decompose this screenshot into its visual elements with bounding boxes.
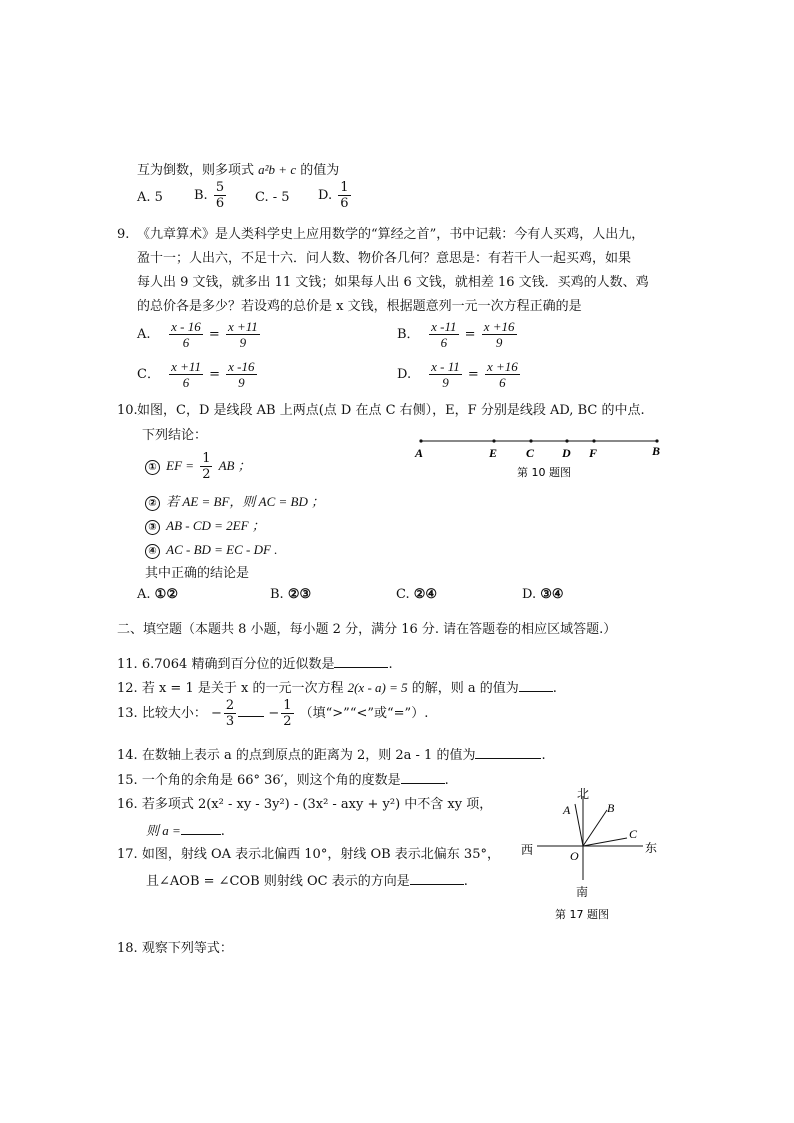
point-d-dot	[565, 439, 568, 442]
q17-direction-figure	[515, 782, 665, 922]
point-b-dot	[655, 439, 658, 442]
circled-three: ③	[145, 520, 160, 535]
point-c-dot	[529, 439, 532, 442]
q8-expression: a²b + c	[258, 162, 297, 177]
q8-option-d-fraction: $\frac{1}{6}$	[340, 180, 349, 211]
q10-line-1: 如图，C，D 是线段 AB 上两点(点 D 在点 C 右侧），E，F 分别是线段 AD, BC 的中点.	[137, 403, 645, 418]
q17-figure-caption: 第 17 题图	[555, 908, 609, 921]
point-d-label: D	[562, 446, 571, 460]
q11: 11. 6.7064 精确到百分位的近似数是 .	[117, 657, 393, 672]
q10-option-a[interactable]: A. ①②	[137, 587, 178, 602]
point-a-dot	[419, 439, 422, 442]
q10-claim-4: ④ AC - BD = EC - DF .	[145, 542, 277, 559]
q10-option-b[interactable]: B. ②③	[270, 587, 312, 602]
q8-continuation: 互为倒数，则多项式 a²b + c 的值为	[137, 162, 340, 178]
q16-answer-blank[interactable]	[181, 822, 221, 835]
q8-option-b[interactable]: B. $\frac{5}{6}$	[194, 180, 225, 211]
q17-line-2: 且∠AOB = ∠COB 则射线 OC 表示的方向是 .	[146, 874, 468, 889]
q10-line-2: 下列结论：	[142, 428, 208, 443]
q14-answer-blank[interactable]	[475, 746, 541, 759]
east-label: 东	[645, 841, 658, 855]
q15-answer-blank[interactable]	[401, 771, 445, 784]
q11-answer-blank[interactable]	[334, 655, 388, 668]
q10-claim-2: ② 若 AE = BF，则 AC = BD ；	[145, 494, 324, 511]
q8-option-a[interactable]: A. 5	[137, 190, 163, 205]
point-c-label: C	[526, 446, 535, 460]
q14: 14. 在数轴上表示 a 的点到原点的距离为 2，则 2a - 1 的值为 .	[117, 748, 546, 763]
q9-option-a[interactable]: A. $\frac{x - 16}{6}$ = $\frac{x +11}{9}$	[137, 319, 258, 350]
q9-line-1: 《九章算术》是人类科学史上应用数学的“算经之首”，书中记载：今有人买鸡，人出九，	[137, 227, 645, 242]
point-f-label: F	[589, 446, 598, 460]
south-label: 南	[576, 885, 589, 899]
q17-answer-blank[interactable]	[410, 872, 464, 885]
circled-four: ④	[145, 544, 160, 559]
q16: 16. 若多项式 2(x² - xy - 3y²) - (3x² - axy + y²) 中不含 xy 项，	[117, 797, 493, 812]
q12-answer-blank[interactable]	[519, 679, 553, 692]
point-e-label: E	[489, 446, 498, 460]
circled-two: ②	[145, 496, 160, 511]
q9-line-2: 盈十一；人出六，不足十六．问人数、物价各几何？意思是：有若干人一起买鸡，如果	[137, 251, 632, 266]
q10-option-d[interactable]: D. ③④	[522, 587, 564, 602]
q9-option-d[interactable]: D. $\frac{x - 11}{9}$ = $\frac{x +16}{6}$	[397, 359, 518, 390]
q10-conclusion: 其中正确的结论是	[145, 566, 250, 581]
q9-option-c[interactable]: C． $\frac{x +11}{6}$ = $\frac{x -16}{9}$	[137, 359, 255, 390]
q13-answer-blank[interactable]	[238, 704, 264, 717]
circled-one: ①	[145, 460, 160, 475]
point-o-label: O	[570, 849, 579, 863]
point-a-label: A	[415, 446, 424, 460]
north-label: 北	[577, 787, 590, 801]
point-b-label: B	[652, 444, 661, 458]
point-f-dot	[592, 439, 595, 442]
q9-line-3: 每人出 9 文钱，就多出 11 文钱；如果每人出 6 文钱，就相差 16 文钱．买鸡的人数、鸡	[137, 275, 649, 290]
q9-number: 9.	[117, 227, 130, 242]
q10-figure-caption: 第 10 题图	[517, 466, 571, 479]
q12: 12. 若 x = 1 是关于 x 的一元一次方程 2(x - a) = 5 的解，则 a 的值为 .	[117, 680, 557, 696]
point-b-label: B	[607, 801, 615, 815]
q10-claim-1: ① EF = $\frac{1}{2}$ AB ；	[145, 452, 251, 481]
q9-option-b[interactable]: B． $\frac{x -11}{6}$ = $\frac{x +16}{9}$	[397, 319, 515, 350]
point-e-dot	[492, 439, 495, 442]
point-a-label: A	[563, 803, 571, 817]
q10-option-c[interactable]: C. ②④	[396, 587, 438, 602]
point-c-label: C	[629, 827, 638, 841]
q10-number: 10.	[117, 403, 138, 418]
q10-claim-3: ③ AB - CD = 2EF ；	[145, 518, 265, 535]
q15: 15. 一个角的余角是 66° 36′，则这个角的度数是 .	[117, 773, 449, 788]
q10-segment-figure	[405, 430, 675, 485]
q13: 13. 比较大小： − $\frac{2}{3}$ − $\frac{1}{2}$ （填“>”“<”或“=”）.	[117, 698, 429, 729]
q9-line-4: 的总价各是多少？若设鸡的总价是 x 文钱，根据题意列一元一次方程正确的是	[137, 299, 582, 314]
section-2-title: 二、填空题（本题共 8 小题，每小题 2 分，满分 16 分. 请在答题卷的相应区域答题.）	[117, 622, 617, 637]
west-label: 西	[521, 843, 534, 857]
q18: 18. 观察下列等式：	[117, 941, 233, 956]
q8-option-b-fraction: $\frac{5}{6}$	[215, 180, 225, 211]
ray-ob	[583, 810, 607, 846]
ray-oc	[583, 838, 627, 846]
ray-oa	[575, 804, 583, 846]
q8-option-c[interactable]: C. - 5	[255, 190, 290, 205]
q8-option-d[interactable]: D. $\frac{1}{6}$	[318, 180, 349, 211]
q17: 17. 如图，射线 OA 表示北偏西 10°，射线 OB 表示北偏东 35°，	[117, 847, 500, 862]
q16-line-2: 则 a = .	[146, 823, 225, 839]
